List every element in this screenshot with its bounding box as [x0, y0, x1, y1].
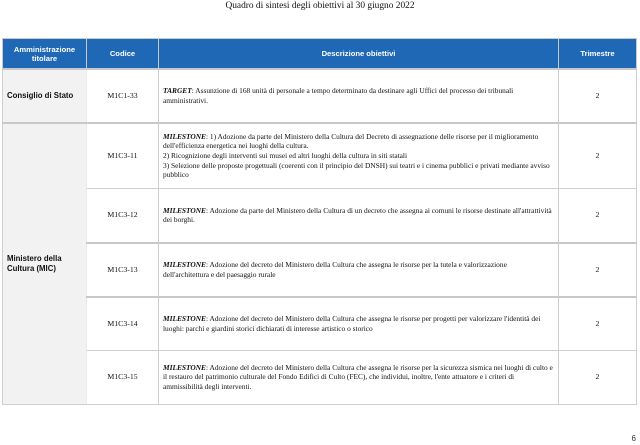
objective-text: : Adozione da parte del Ministero della Cultura di un decreto che assegna ai comuni le risorse destinate all'attrattività dei borghi.	[163, 205, 552, 225]
page-number: 6	[631, 434, 636, 443]
description-cell	[159, 188, 559, 243]
quarter-cell: 2	[559, 350, 637, 404]
objective-text: : 1) Adozione da parte del Ministero della Cultura del Decreto di assegnazione delle risorse per il miglioramento dell'efficienza energetica nei luoghi della cultura. 2) Ricognizione degli interventi sui musei ed altri luoghi della cultura in siti statali 3) Selezione delle proposte progettuali (coerenti con il principio del DNSH) sui teatri e i cinema pubblici e privati mediante avviso pubblico	[163, 131, 550, 180]
quarter-cell: 2	[559, 297, 637, 350]
description-cell	[159, 297, 559, 350]
quarter-cell: 2	[559, 188, 637, 243]
description-cell	[159, 69, 559, 123]
page-title: Quadro di sintesi degli obiettivi al 30 giugno 2022	[225, 1, 415, 11]
table-row	[3, 350, 637, 404]
objective-text: : Adozione del decreto del Ministero della Cultura che assegna le risorse per la sicurezza sismica nei luoghi di culto e il restauro del patrimonio culturale del Fondo Edifici di Culto (FEC), che individui, inoltre, l'ente attuatore e i criteri di ammissibilità degli interventi.	[163, 362, 553, 391]
code-cell: M1C3-15	[87, 350, 159, 404]
table-row	[3, 243, 637, 297]
admin-cell: Ministero della Cultura (MIC)	[3, 123, 87, 404]
table-header-row	[3, 39, 637, 70]
table-row	[3, 69, 637, 123]
objective-text: : Adozione del decreto del Ministero della Cultura che assegna le risorse per progetti per valorizzare l'identità dei luoghi: parchi e giardini storici dichiarati di interesse artistico o storico	[163, 314, 541, 333]
objective-type: MILESTONE	[163, 260, 206, 270]
objective-type: MILESTONE	[163, 131, 206, 141]
header-code: Codice	[87, 39, 159, 70]
description-cell	[159, 243, 559, 297]
objective-type: MILESTONE	[163, 314, 206, 324]
code-cell: M1C3-14	[87, 297, 159, 350]
objective-text: : Assunzione di 168 unità di personale a tempo determinato da destinare agli Uffici del processo dei tribunali amministrativi.	[163, 86, 514, 105]
header-quarter: Trimestre	[559, 39, 637, 70]
quarter-cell: 2	[559, 69, 637, 123]
quarter-cell: 2	[559, 123, 637, 188]
code-cell: M1C1-33	[87, 69, 159, 123]
table-row	[3, 188, 637, 243]
code-cell: M1C3-12	[87, 188, 159, 243]
objective-type: TARGET	[163, 86, 192, 96]
header-admin: Amministrazione titolare	[3, 39, 87, 70]
code-cell: M1C3-11	[87, 123, 159, 188]
table-row	[3, 297, 637, 350]
quarter-cell: 2	[559, 243, 637, 297]
objective-type: MILESTONE	[163, 362, 206, 372]
admin-cell: Consiglio di Stato	[3, 69, 87, 123]
code-cell: M1C3-13	[87, 243, 159, 297]
header-description: Descrizione obiettivi	[159, 39, 559, 70]
objective-type: MILESTONE	[163, 205, 206, 215]
table-row	[3, 123, 637, 188]
description-cell	[159, 350, 559, 404]
description-cell	[159, 123, 559, 188]
objective-text: : Adozione del decreto del Ministero della Cultura che assegna le risorse per la tutela e valorizzazione dell'architettura e del paesaggio rurale	[163, 260, 507, 279]
objectives-table	[2, 38, 637, 405]
